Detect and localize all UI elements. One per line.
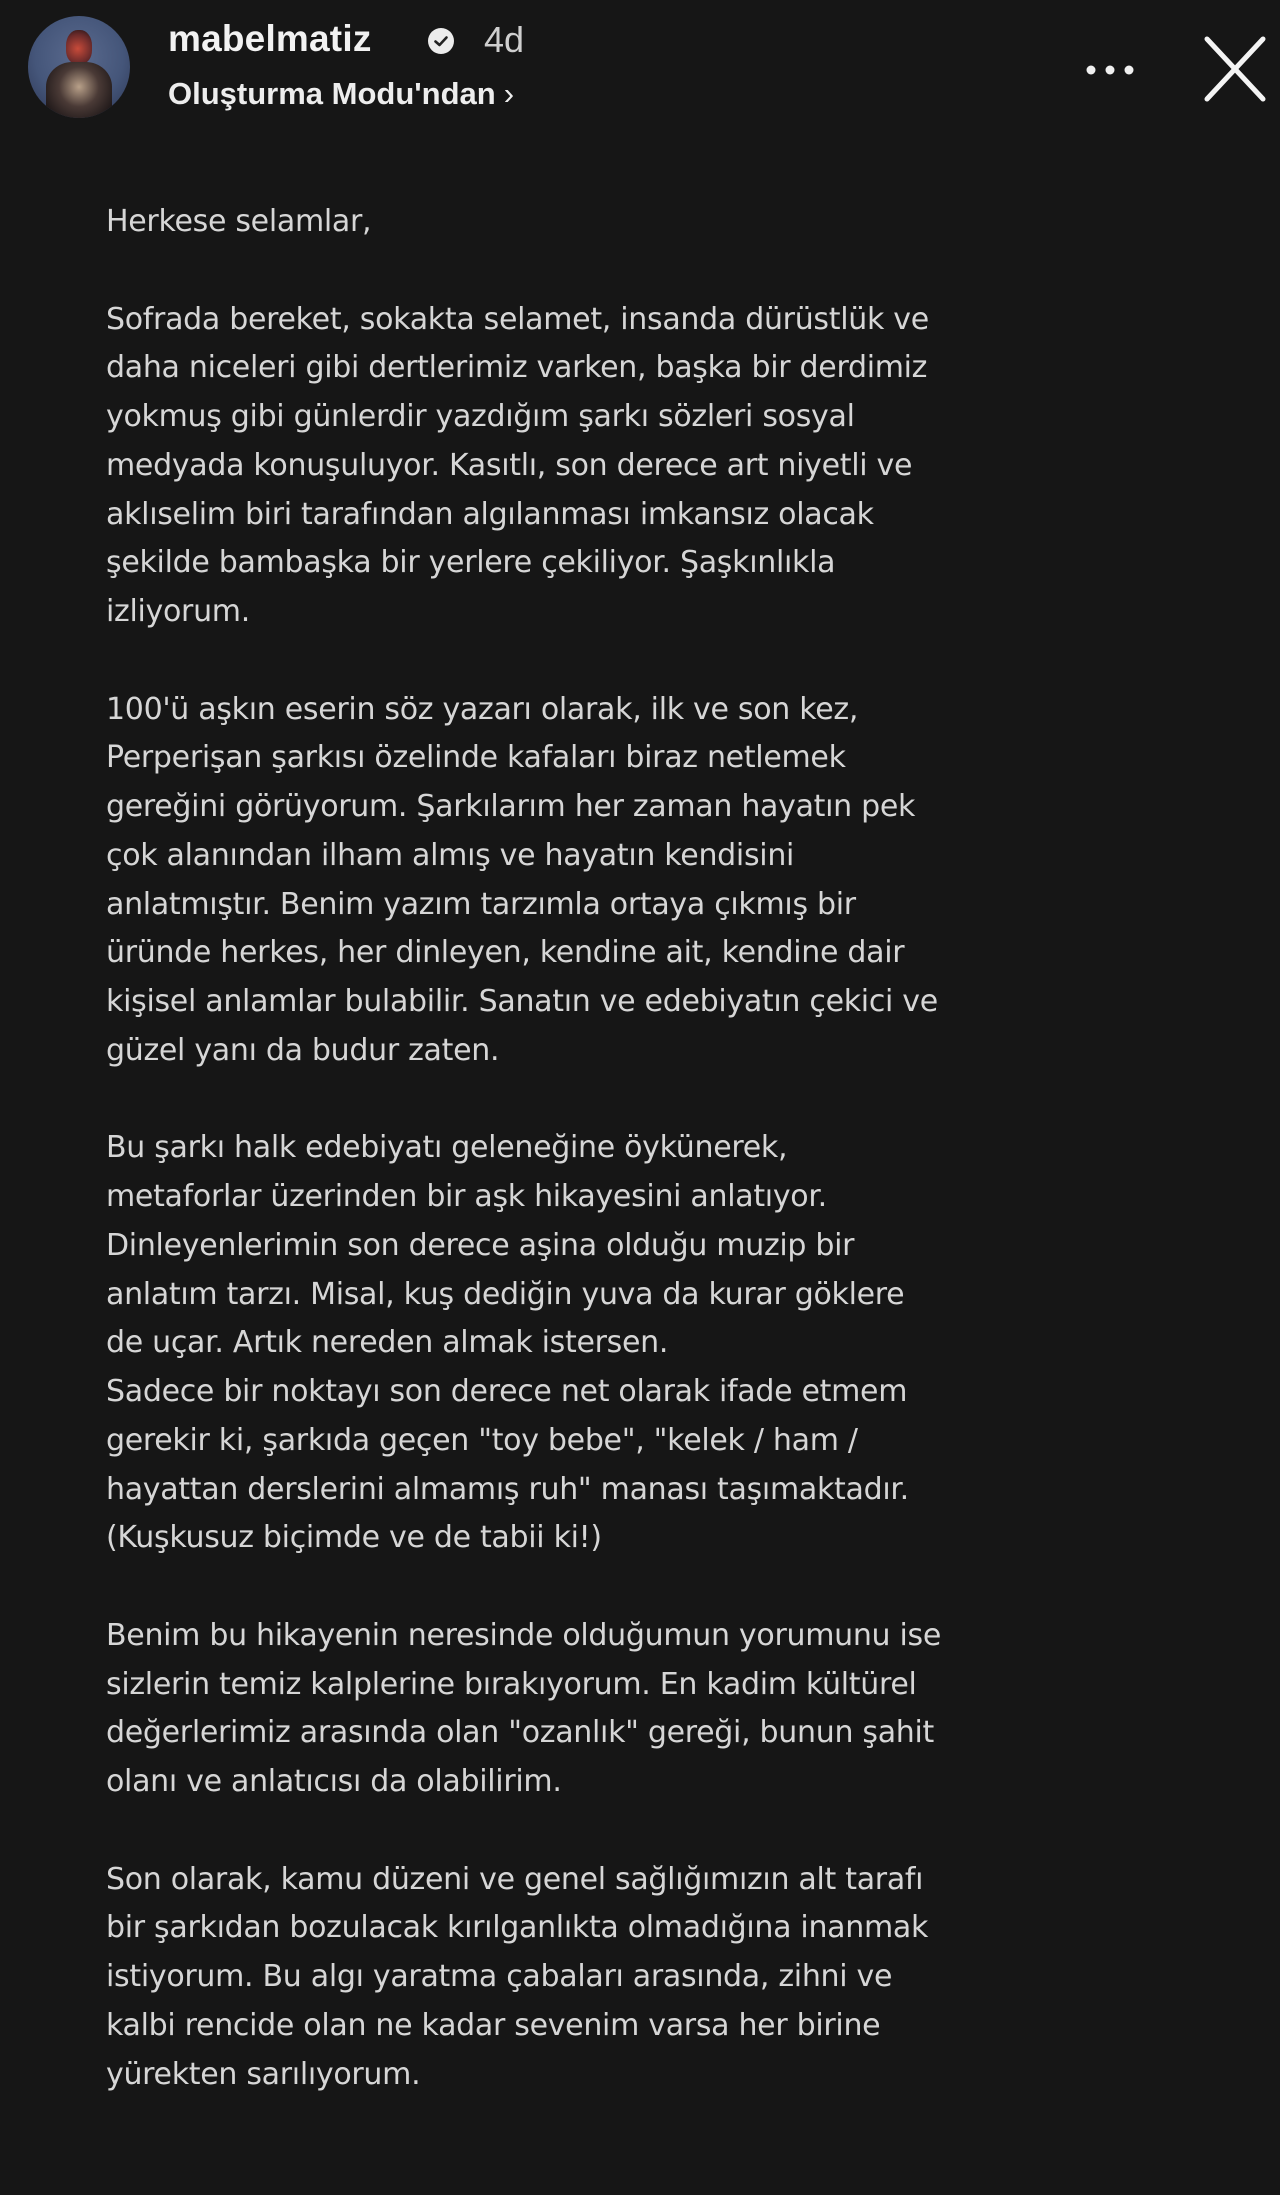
chevron-right-icon: › (503, 76, 515, 111)
story-header (0, 0, 1280, 140)
text-line: kalbi rencide olan ne kadar sevenim varsa her birine (106, 2007, 881, 2043)
text-line: metaforlar üzerinden bir aşk hikayesini anlatıyor. (106, 1179, 827, 1214)
paragraph-1 (106, 296, 1226, 637)
text-line: güzel yanı da budur zaten. (106, 1032, 500, 1068)
text-line: Dinleyenlerimin son derece aşina olduğu muzip bir (106, 1227, 855, 1263)
create-mode-label: Oluşturma Modu'ndan (168, 76, 496, 111)
close-icon (1196, 30, 1274, 108)
text-line: Sadece bir noktayı son derece net olarak ifade etmem (106, 1374, 908, 1409)
text-line: Benim bu hikayenin neresinde olduğumun yorumunu ise (106, 1617, 942, 1653)
text-line: Sofrada bereket, sokakta selamet, insanda dürüstlük ve (106, 301, 929, 337)
more-options-icon (1078, 50, 1142, 90)
text-line: sizlerin temiz kalplerine bırakıyorum. En kadim kültürel (106, 1666, 917, 1702)
text-line: daha niceleri gibi dertlerimiz varken, başka bir derdimiz (106, 350, 928, 386)
text-line: Son olarak, kamu düzeni ve genel sağlığımızın alt tarafı (106, 1861, 924, 1897)
text-line: hayattan derslerini almamış ruh" manası taşımaktadır. (106, 1471, 909, 1507)
text-line: kişisel anlamlar bulabilir. Sanatın ve edebiyatın çekici ve (106, 984, 938, 1019)
text-line: gerekir ki, şarkıda geçen "toy bebe", "kelek / ham / (106, 1422, 858, 1458)
text-line: olanı ve anlatıcısı da olabilirim. (106, 1764, 562, 1799)
close-button[interactable] (1196, 30, 1274, 108)
text-line: Perperişan şarkısı özelinde kafaları biraz netlemek (106, 740, 846, 776)
paragraph-3 (106, 1124, 1226, 1563)
text-line: Herkese selamlar, (106, 204, 372, 239)
more-options-button[interactable] (1078, 50, 1142, 90)
paragraph-5 (106, 1856, 1226, 2100)
profile-avatar[interactable] (28, 16, 130, 118)
paragraph-2 (106, 686, 1226, 1076)
text-line: değerlerimiz arasında olan "ozanlık" gereği, bunun şahit (106, 1715, 935, 1751)
text-line: Bu şarkı halk edebiyatı geleneğine öykünerek, (106, 1130, 788, 1166)
text-line: şekilde bambaşka bir yerlere çekiliyor. Şaşkınlıkla (106, 545, 836, 581)
text-line: gereğini görüyorum. Şarkılarım her zaman hayatın pek (106, 789, 916, 824)
text-line: yokmuş gibi günlerdir yazdığım şarkı sözleri sosyal (106, 399, 855, 434)
text-line: de uçar. Artık nereden almak istersen. (106, 1325, 669, 1361)
story-text-content (106, 198, 1226, 2148)
text-line: aklıselim biri tarafından algılanması imkansız olacak (106, 496, 874, 532)
avatar-figure-body (46, 62, 112, 118)
paragraph-greeting (106, 198, 1226, 247)
text-line: istiyorum. Bu algı yaratma çabaları arasında, zihni ve (106, 1959, 893, 1994)
avatar-figure-head (66, 30, 92, 64)
text-line: izliyorum. (106, 594, 250, 629)
text-line: yürekten sarılıyorum. (106, 2056, 421, 2092)
text-line: çok alanından ilham almış ve hayatın kendisini (106, 837, 795, 873)
username-link[interactable]: mabelmatiz (168, 18, 372, 59)
text-line: 100'ü aşkın eserin söz yazarı olarak, ilk ve son kez, (106, 691, 859, 727)
post-time: 4d (484, 19, 525, 60)
text-line: üründe herkes, her dinleyen, kendine ait, kendine dair (106, 935, 905, 971)
paragraph-4 (106, 1612, 1226, 1807)
text-line: medyada konuşuluyor. Kasıtlı, son derece art niyetli ve (106, 447, 913, 483)
text-line: anlatmıştır. Benim yazım tarzımla ortaya çıkmış bir (106, 886, 856, 922)
verified-badge-icon (428, 28, 454, 54)
text-line: (Kuşkusuz biçimde ve de tabii ki!) (106, 1520, 602, 1556)
text-line: bir şarkıdan bozulacak kırılganlıkta olmadığına inanmak (106, 1910, 929, 1946)
text-line: anlatım tarzı. Misal, kuş dediğin yuva da kurar göklere (106, 1276, 905, 1312)
create-mode-link[interactable] (168, 76, 514, 112)
